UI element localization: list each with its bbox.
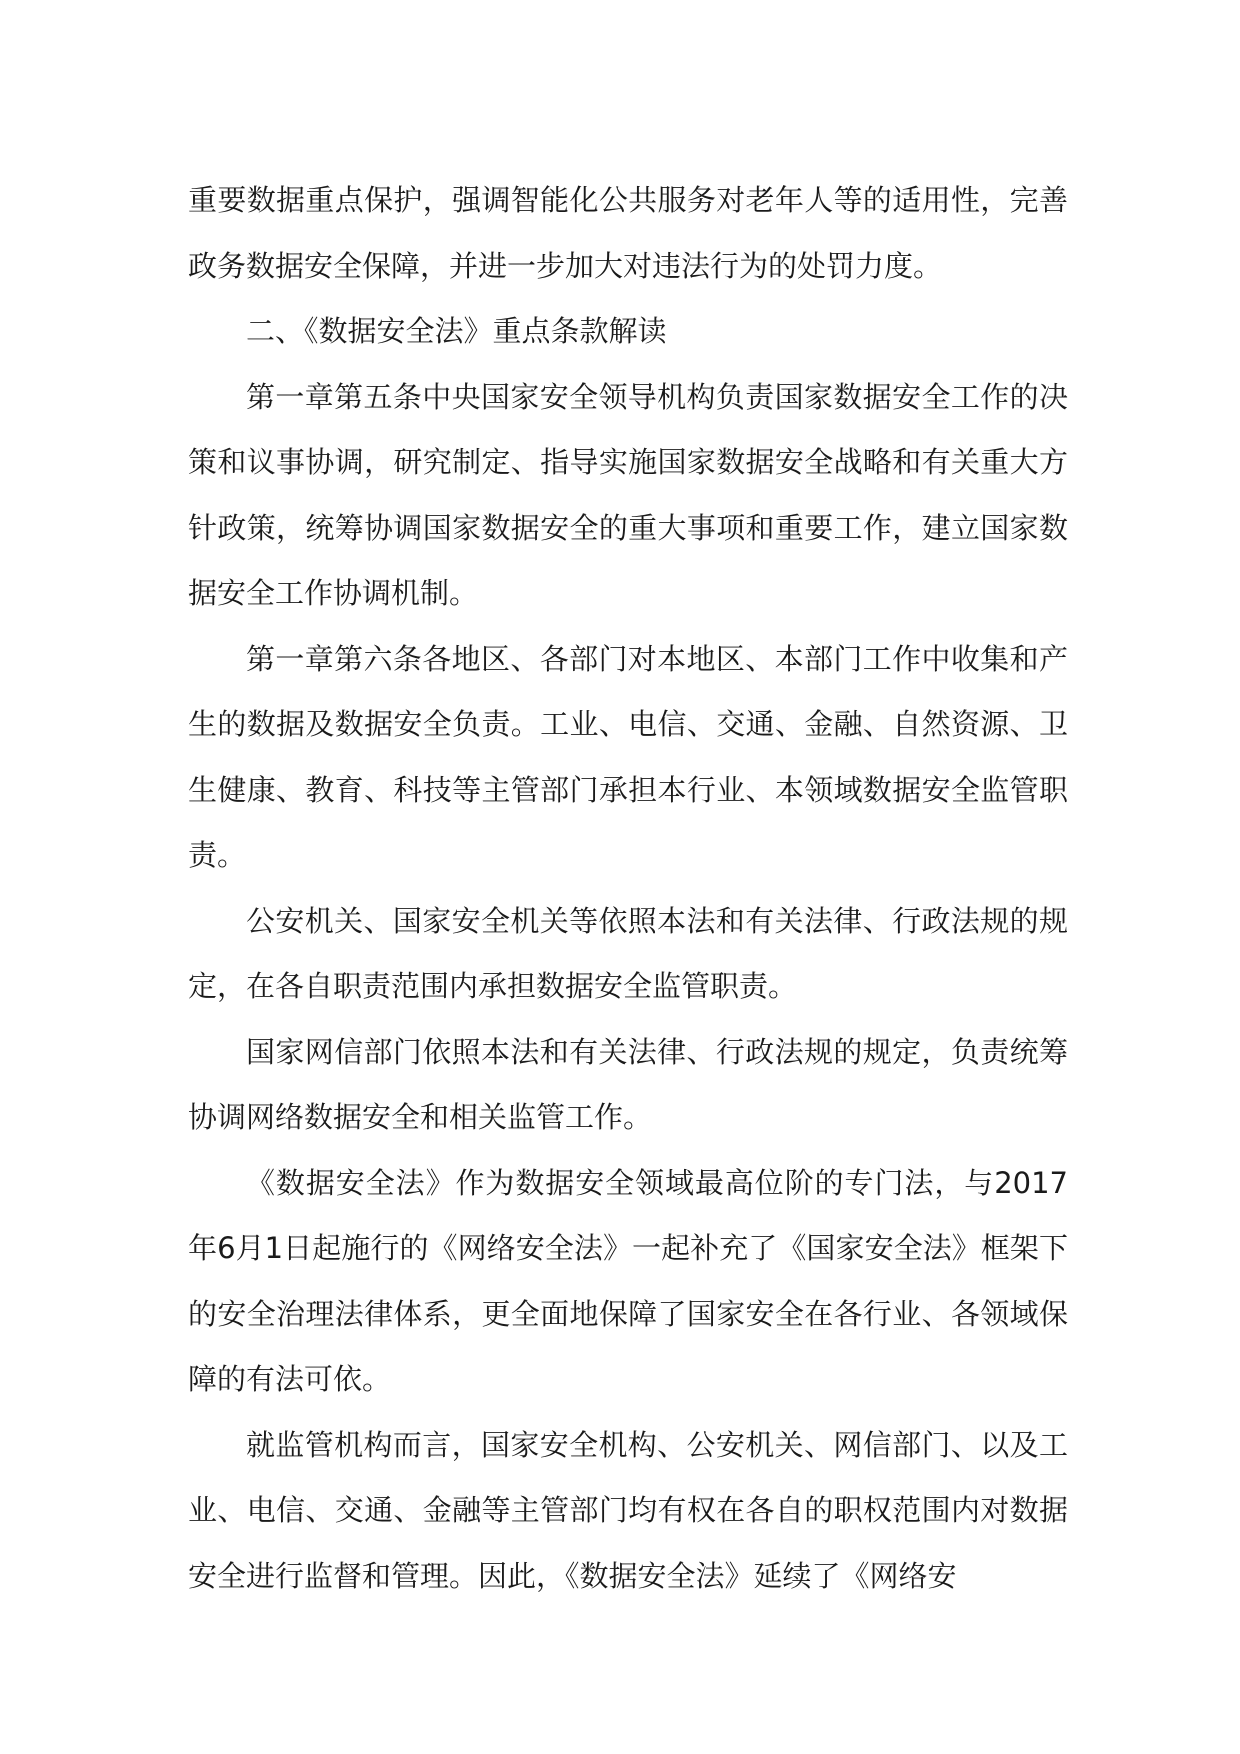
paragraph-law-hierarchy: 《数据安全法》作为数据安全领域最高位阶的专门法，与2017年6月1日起施行的《网络安全法》一起补充了《国家安全法》框架下的安全治理法律体系，更全面地保障了国家安全在各行业、各领域保障的有法可依。 bbox=[188, 1165, 1068, 1396]
paragraph-cyberspace-dept: 国家网信部门依照本法和有关法律、行政法规的规定，负责统筹协调网络数据安全和相关监管工作。 bbox=[188, 1034, 1068, 1134]
paragraph-regulators: 就监管机构而言，国家安全机构、公安机关、网信部门、以及工业、电信、交通、金融等主管部门均有权在各自的职权范围内对数据安全进行监督和管理。因此，《数据安全法》延续了《网络安 bbox=[188, 1427, 1068, 1593]
section-heading: 二、《数据安全法》重点条款解读 bbox=[246, 314, 667, 348]
paragraph-article-6: 第一章第六条各地区、各部门对本地区、本部门工作中收集和产生的数据及数据安全负责。工业、电信、交通、金融、自然资源、卫生健康、教育、科技等主管部门承担本行业、本领域数据安全监管职责。 bbox=[188, 641, 1068, 872]
paragraph-continuation: 重要数据重点保护，强调智能化公共服务对老年人等的适用性，完善政务数据安全保障，并进一步加大对违法行为的处罚力度。 bbox=[188, 183, 1068, 283]
paragraph-public-security: 公安机关、国家安全机关等依照本法和有关法律、行政法规的规定，在各自职责范围内承担数据安全监管职责。 bbox=[188, 903, 1068, 1003]
document-body bbox=[188, 168, 1068, 1609]
paragraph-article-5: 第一章第五条中央国家安全领导机构负责国家数据安全工作的决策和议事协调，研究制定、指导实施国家数据安全战略和有关重大方针政策，统筹协调国家数据安全的重大事项和重要工作，建立国家数据安全工作协调机制。 bbox=[188, 379, 1068, 610]
